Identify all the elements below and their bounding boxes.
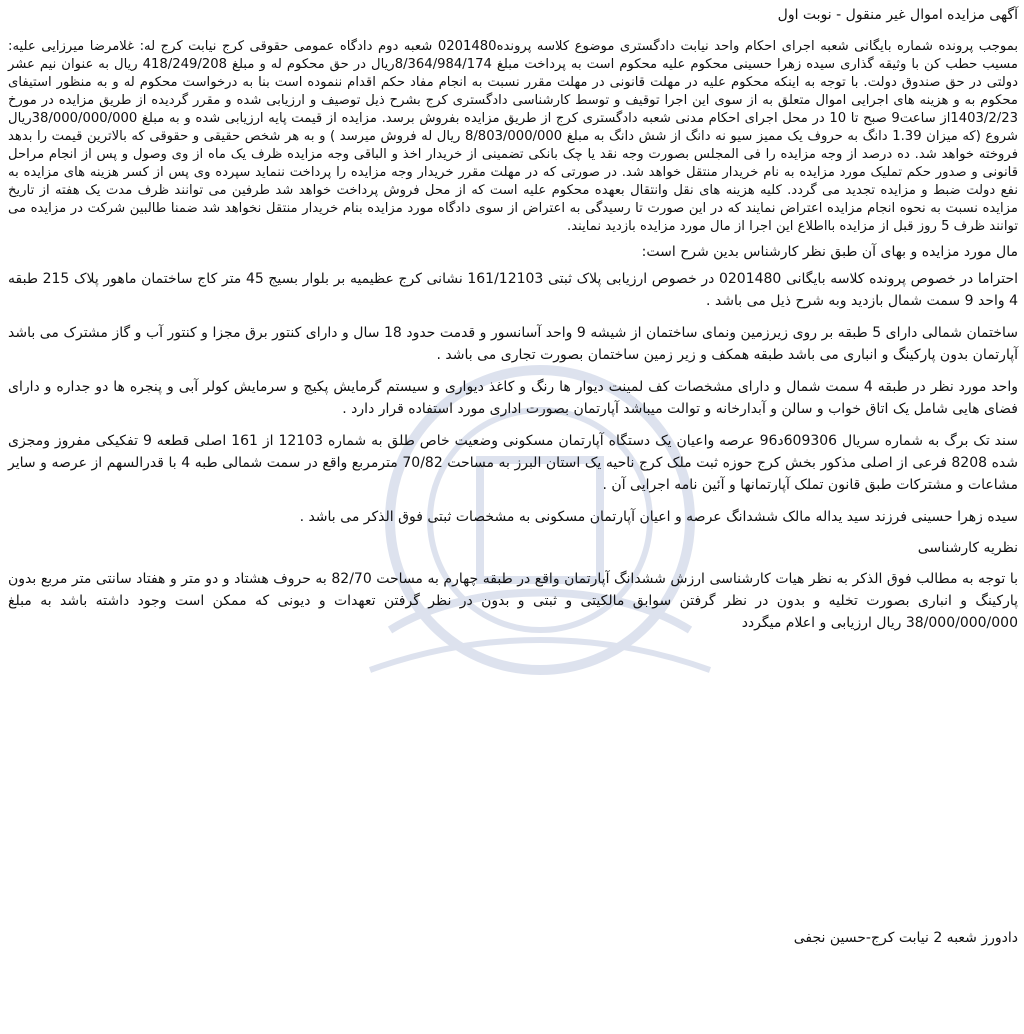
signature-line: دادورز شعبه 2 نیابت کرج-حسین نجفی bbox=[793, 930, 1018, 946]
paragraph-building: ساختمان شمالی دارای 5 طبقه بر روی زیرزمین ونمای ساختمان از شیشه 9 واحد آسانسور و قدمت حدود 18 سال و دارای کنتور برق مجزا و کنتور آب و گاز مشترک می باشد آپارتمان بدون پارکینگ و انباری می باشد طبقه همکف و زیر زمین ساختمان بصورت تجاری می باشد . bbox=[8, 325, 1018, 363]
section-heading: مال مورد مزایده و بهای آن طبق نظر کارشناس بدین شرح است: bbox=[641, 244, 1018, 260]
paragraph-deed: سند تک برگ به شماره سریال 609306د96 عرصه واعیان یک دستگاه آپارتمان مسکونی وضعیت خاص طلق به شماره 12103 از 161 اصلی قطعه 9 تفکیکی مفروز ومجزی شده 8208 فرعی از اصلی مذکور بخش کرج حوزه ثبت ملک کرج ناحیه یک استان البرز به مساحت 70/82 مترمربع واقع در سمت شمالی طبه 4 با قدرالسهم از عرصه و سایر مشاعات و مشترکات طبق قانون تملک آپارتمانها و آئین نامه اجرایی آن . bbox=[8, 433, 1018, 493]
opinion-heading: نظریه کارشناسی bbox=[917, 540, 1018, 556]
paragraph-owner: سیده زهرا حسینی فرزند سید یداله مالک ششدانگ عرصه و اعیان آپارتمان مسکونی به مشخصات ثبتی فوق الذکر می باشد . bbox=[299, 509, 1018, 525]
paragraph-registration: احتراما در خصوص پرونده کلاسه بایگانی 0201480 در خصوص ارزیابی پلاک ثبتی 161/12103 نشانی کرج عظیمیه بر بلوار بسیج 45 متر کاج ساختمان ماهور پلاک 215 طبقه 4 واحد 9 سمت شمال بازدید وبه شرح ذیل می باشد . bbox=[8, 271, 1019, 309]
opinion-text: با توجه به مطالب فوق الذکر به نظر هیات کارشناسی ارزش ششدانگ آپارتمان واقع در طبقه چهارم به مساحت 82/70 به حروف هشتاد و دو متر و هفتاد سانتی متر مربع بدون پارکینگ و انباری بصورت تخلیه و بدون در نظر گرفتن سوابق مالکیتی و ثبتی و بدون در نظر گرفتن تعهدات و دیونی که ممکن است وجود داشته باشد به مبلغ 38/000/000/000 ریال ارزیابی و اعلام میگردد bbox=[8, 571, 1018, 631]
intro-paragraph: بموجب پرونده شماره بایگانی شعبه اجرای احکام واحد نیابت دادگستری موضوع کلاسه پرونده0201480 شعبه دوم دادگاه عمومی حقوقی کرج نیابت کرج له: غلامرضا میرزایی علیه: مسیب حطب کن با وثیقه گذاری سیده زهرا حسینی محکوم علیه محکوم است به پرداخت مبلغ 8/364/984/174ریال در حق محکوم له و مبلغ 418/249/208 ریال به عنوان نیم عشر دولتی در حق صندوق دولت. با توجه به اینکه محکوم علیه در مهلت قانونی در مهلت مقرر نسبت به انجام مفاد حکم اقدام ننموده است بنا به درخواست محکوم له و به منظور استیفای محکوم به و هزینه های اجرایی اموال متعلق به از سوی این اجرا توقیف و توسط کارشناسی دادگستری کرج بشرح ذیل توصیف و ارزیابی شده و مقرر گردیده از طریق مزایده در مورخ 1403/2/23از ساعت9 صبح تا 10 در محل اجرای احکام مدنی شعبه دادگستری کرج از طریق مزایده بفروش برسد. مزایده از قیمت پایه ارزیابی شده و به مبلغ 38/000/000/000ریال شروع (که میزان 1.39 دانگ به حروف یک ممیز سیو نه دانگ از شش دانگ به مبلغ 8/803/000/000 ریال له فروش میرسد ) و به هر شخص حقیقی و حقوقی که بالاترین قیمت را بدهد فروخته خواهد شد. ده درصد از وجه مزایده را فی المجلس بصورت وجه نقد یا چک بانکی تضمینی از خریدار اخذ و الباقی وجه مزایده ظرف یک ماه از وی وصول و پس از انجام مراحل قانونی و صدور حکم تملیک مورد مزایده به نام خریدار منتقل خواهد شد. در صورتی که در مهلت مقرر خریدار وجه مزایده را پرداخت ننماید سپرده وی پس از کسر هزینه های مزایده به نفع دولت ضبط و مزایده تجدید می گردد. کلیه هزینه های نقل وانتقال بعهده محکوم علیه است که از محل فروش پرداخت خواهد شد طرفین می توانند ظرف مدت یک هفته از تاریخ مزایده نسبت به نحوه انجام مزایده اعتراض نمایند که در این صورت تا رسیدگی به اعتراض از سوی دادگاه مورد مزایده بنام خریدار منتقل نخواهد شد ضمنا طالبین شرکت در مزایده می توانند ظرف 5 روز قبل از مزایده بااطلاع این اجرا از مال مورد مزایده بازدید نمایند. bbox=[8, 39, 1018, 234]
announcement-body bbox=[8, 6, 1018, 644]
page-title: آگهی مزایده اموال غیر منقول - نوبت اول bbox=[777, 7, 1018, 23]
paragraph-unit: واحد مورد نظر در طبقه 4 سمت شمال و دارای مشخصات کف لمینت دیوار ها رنگ و کاغذ دیواری و سیستم گرمایش پکیج و سرمایش کولر آبی و پنجره ها دو جداره و دارای فضای هایی شامل یک اتاق خواب و سالن و آبدارخانه و توالت میباشد آپارتمان بصورت اداری مورد استفاده قرار دارد . bbox=[8, 379, 1018, 417]
